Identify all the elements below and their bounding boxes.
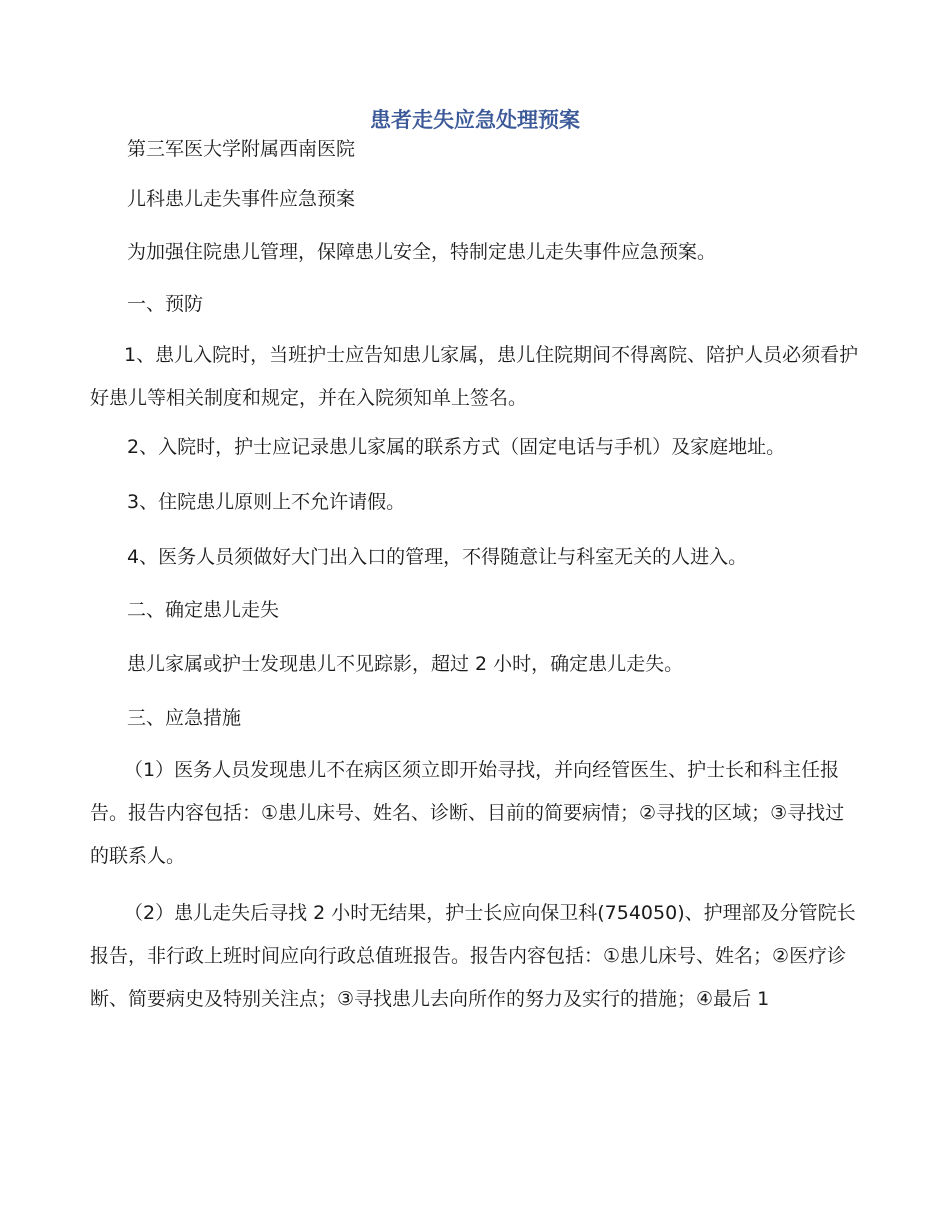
intro-paragraph: 为加强住院患儿管理，保障患儿安全，特制定患儿走失事件应急预案。 (127, 241, 717, 263)
confirm-paragraph: 患儿家属或护士发现患儿不见踪影，超过 2 小时，确定患儿走失。 (127, 653, 684, 675)
prevention-item-3: 3、住院患儿原则上不允许请假。 (127, 491, 406, 513)
document-subtitle: 儿科患儿走失事件应急预案 (127, 188, 356, 210)
section-heading-confirm: 二、确定患儿走失 (127, 599, 280, 621)
section-heading-measures: 三、应急措施 (127, 707, 242, 729)
prevention-item-4: 4、医务人员须做好大门出入口的管理，不得随意让与科室无关的人进入。 (127, 546, 748, 568)
prevention-item-2: 2、入院时，护士应记录患儿家属的联系方式（固定电话与手机）及家庭地址。 (127, 436, 786, 458)
document-title: 患者走失应急处理预案 (370, 108, 580, 132)
prevention-item-1: 1、患儿入院时，当班护士应告知患儿家属，患儿住院期间不得离院、陪护人员必须看护好患儿等相关制度和规定，并在入院须知单上签名。 (90, 344, 859, 409)
measure-2: （2）患儿走失后寻找 2 小时无结果，护士长应向保卫科(754050)、护理部及分管院长报告，非行政上班时间应向行政总值班报告。报告内容包括：①患儿床号、姓名；②医疗诊断、简要病史及特别关注点；③寻找患儿去向所作的努力及实行的措施；④最后 1 (90, 902, 856, 1010)
measure-1: （1）医务人员发现患儿不在病区须立即开始寻找，并向经管医生、护士长和科主任报告。报告内容包括：①患儿床号、姓名、诊断、目前的简要病情；②寻找的区域；③寻找过的联系人。 (90, 759, 845, 867)
section-heading-prevention: 一、预防 (127, 293, 204, 315)
hospital-name: 第三军医大学附属西南医院 (127, 138, 356, 160)
